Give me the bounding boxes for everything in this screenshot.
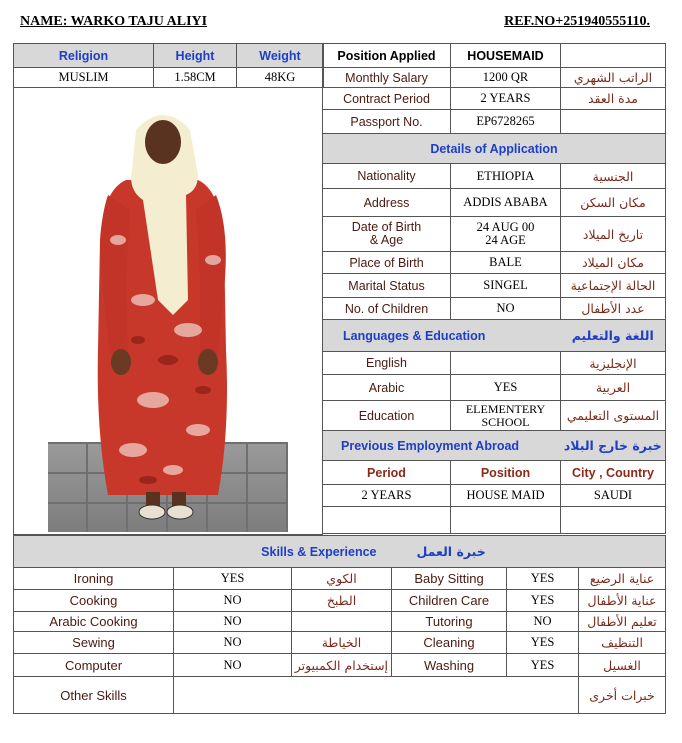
- personal-basics-table: [13, 43, 324, 88]
- nationality-arabic: الجنسية: [561, 164, 666, 189]
- employment-position-header: Position: [451, 461, 561, 485]
- weight-value: 48KG: [237, 68, 324, 88]
- employment-title-arabic: خبرة خارج البلاد: [561, 431, 666, 461]
- monthly-salary-arabic: الراتب الشهري: [561, 68, 666, 88]
- address-label: Address: [323, 189, 451, 217]
- skills-title-arabic: خبرة العمل: [392, 536, 666, 568]
- skill-baby-sitting-label: Baby Sitting: [392, 568, 507, 590]
- children-value: NO: [451, 298, 561, 320]
- person-figure: [48, 100, 288, 532]
- passport-label: Passport No.: [323, 110, 451, 134]
- skill-tutoring-value: NO: [507, 612, 579, 632]
- education-arabic: المستوى التعليمي: [561, 401, 666, 431]
- position-applied-value: HOUSEMAID: [451, 44, 561, 68]
- dob-value-line1: 24 AUG 00: [476, 220, 535, 234]
- skill-ironing-value: YES: [174, 568, 292, 590]
- reference-number: REF.NO+251940555110.: [504, 14, 650, 29]
- other-skills-label: Other Skills: [14, 677, 174, 714]
- position-table: [322, 43, 666, 534]
- skill-computer-value: NO: [174, 654, 292, 677]
- position-applied-blank: [561, 44, 666, 68]
- skill-sewing-value: NO: [174, 632, 292, 654]
- nationality-label: Nationality: [323, 164, 451, 189]
- contract-period-value: 2 YEARS: [451, 88, 561, 110]
- employment-position-value: HOUSE MAID: [451, 485, 561, 507]
- employment-period-header: Period: [323, 461, 451, 485]
- marital-status-arabic: الحالة الإجتماعية: [561, 274, 666, 298]
- education-value-line1: ELEMENTERY: [465, 401, 546, 416]
- skill-ironing-label: Ironing: [14, 568, 174, 590]
- skills-title: Skills & Experience: [14, 536, 392, 568]
- employment-blank-3: [561, 507, 666, 534]
- skill-arabic-cooking-value: NO: [174, 612, 292, 632]
- skill-cleaning-value: YES: [507, 632, 579, 654]
- skill-computer-arabic: إستخدام الكمبيوتر: [292, 654, 392, 677]
- contract-period-label: Contract Period: [323, 88, 451, 110]
- monthly-salary-label: Monthly Salary: [323, 68, 451, 88]
- place-of-birth-label: Place of Birth: [323, 252, 451, 274]
- skill-washing-arabic: الغسيل: [579, 654, 666, 677]
- skill-arabic-cooking-label: Arabic Cooking: [14, 612, 174, 632]
- children-label: No. of Children: [323, 298, 451, 320]
- skill-row: [14, 590, 666, 612]
- arabic-label: Arabic: [323, 375, 451, 401]
- english-label: English: [323, 352, 451, 375]
- skill-washing-label: Washing: [392, 654, 507, 677]
- weight-label: Weight: [237, 44, 324, 68]
- other-skills-value: [174, 677, 579, 714]
- education-value-line2: SCHOOL: [481, 414, 530, 429]
- skill-tutoring-arabic: تعليم الأطفال: [579, 612, 666, 632]
- employment-country-value: SAUDI: [561, 485, 666, 507]
- dob-label: [323, 217, 451, 252]
- skill-cooking-value: NO: [174, 590, 292, 612]
- applicant-name: NAME: WARKO TAJU ALIYI: [20, 14, 208, 29]
- other-skills-arabic: خبرات أخرى: [579, 677, 666, 714]
- details-title: Details of Application: [323, 134, 666, 164]
- employment-blank-1: [323, 507, 451, 534]
- skills-table: [13, 535, 666, 714]
- passport-value: EP6728265: [451, 110, 561, 134]
- education-label: Education: [323, 401, 451, 431]
- dob-value-line2: 24 AGE: [485, 233, 526, 247]
- skill-children-care-arabic: عناية الأطفال: [579, 590, 666, 612]
- position-applied-label: Position Applied: [323, 44, 451, 68]
- arabic-value: YES: [451, 375, 561, 401]
- skill-children-care-value: YES: [507, 590, 579, 612]
- education-value: [451, 401, 561, 431]
- address-value: ADDIS ABABA: [451, 189, 561, 217]
- skill-row: [14, 568, 666, 590]
- skill-baby-sitting-arabic: عناية الرضيع: [579, 568, 666, 590]
- skill-cleaning-label: Cleaning: [392, 632, 507, 654]
- skill-computer-label: Computer: [14, 654, 174, 677]
- passport-blank: [561, 110, 666, 134]
- skill-washing-value: YES: [507, 654, 579, 677]
- employment-title: Previous Employment Abroad: [323, 431, 561, 461]
- applicant-photo: [48, 100, 288, 532]
- employment-period-value: 2 YEARS: [323, 485, 451, 507]
- skill-children-care-label: Children Care: [392, 590, 507, 612]
- height-value: 1.58CM: [154, 68, 237, 88]
- marital-status-label: Marital Status: [323, 274, 451, 298]
- skill-row: [14, 654, 666, 677]
- skill-ironing-arabic: الكوي: [292, 568, 392, 590]
- employment-country-header: City , Country: [561, 461, 666, 485]
- address-arabic: مكان السكن: [561, 189, 666, 217]
- skill-tutoring-label: Tutoring: [392, 612, 507, 632]
- monthly-salary-value: 1200 QR: [451, 68, 561, 88]
- skill-sewing-arabic: الخياطة: [292, 632, 392, 654]
- english-value: [451, 352, 561, 375]
- skill-row: [14, 632, 666, 654]
- marital-status-value: SINGEL: [451, 274, 561, 298]
- dob-arabic: تاريخ الميلاد: [561, 217, 666, 252]
- skill-cooking-label: Cooking: [14, 590, 174, 612]
- skill-cooking-arabic: الطبخ: [292, 590, 392, 612]
- employment-blank-2: [451, 507, 561, 534]
- contract-period-arabic: مدة العقد: [561, 88, 666, 110]
- languages-title: Languages & Education: [323, 320, 561, 352]
- skill-baby-sitting-value: YES: [507, 568, 579, 590]
- arabic-arabic: العربية: [561, 375, 666, 401]
- place-of-birth-value: BALE: [451, 252, 561, 274]
- dob-label-line2: & Age: [369, 233, 404, 247]
- dob-label-line1: Date of Birth: [351, 220, 422, 234]
- skill-cleaning-arabic: التنظيف: [579, 632, 666, 654]
- dob-value: [451, 217, 561, 252]
- english-arabic: الإنجليزية: [561, 352, 666, 375]
- place-of-birth-arabic: مكان الميلاد: [561, 252, 666, 274]
- skill-sewing-label: Sewing: [14, 632, 174, 654]
- religion-label: Religion: [14, 44, 154, 68]
- height-label: Height: [154, 44, 237, 68]
- children-arabic: عدد الأطفال: [561, 298, 666, 320]
- religion-value: MUSLIM: [14, 68, 154, 88]
- skill-arabic-cooking-arabic: [292, 612, 392, 632]
- languages-title-arabic: اللغة والتعليم: [561, 320, 666, 352]
- nationality-value: ETHIOPIA: [451, 164, 561, 189]
- skill-row: [14, 612, 666, 632]
